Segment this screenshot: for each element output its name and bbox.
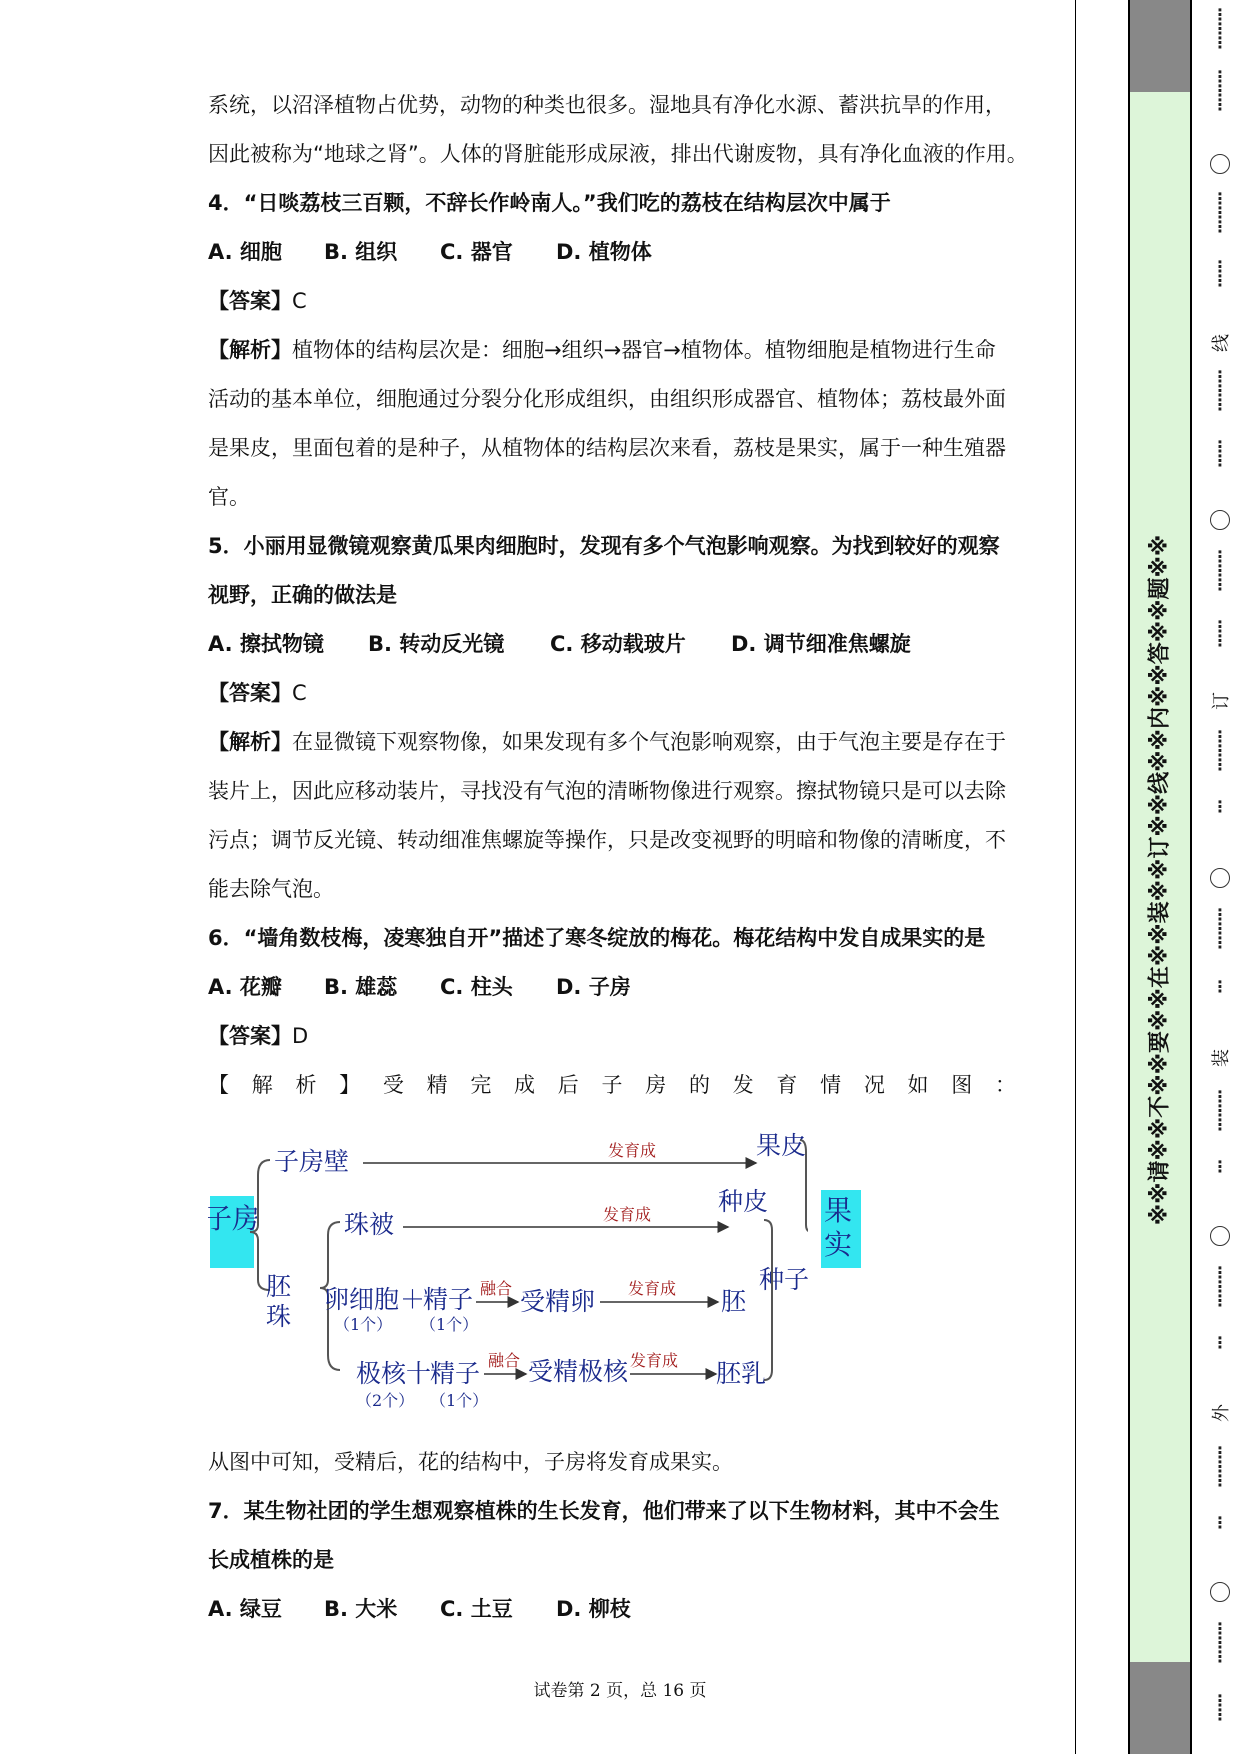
binding-line: [1075, 0, 1076, 1754]
question-6-options: [208, 972, 1050, 1002]
label-egg-count: （1个）: [334, 1315, 393, 1334]
label-bind: 订: [1211, 692, 1232, 710]
option-c: C. 器官: [440, 240, 513, 264]
analysis-4-line: 【解析】植物体的结构层次是：细胞→组织→器官→植物体。植物细胞是植物进行生命: [208, 338, 996, 362]
label-zygote: 受精卵: [520, 1287, 596, 1316]
binding-cap-bottom: [1130, 1662, 1190, 1754]
circle-mark: [1210, 868, 1230, 888]
circle-mark: [1210, 1226, 1230, 1246]
label-fuse-1: 融合: [480, 1279, 513, 1298]
option-d: D. 植物体: [556, 240, 652, 264]
option-a: A. 擦拭物镜: [208, 632, 324, 656]
option-a: A. 细胞: [208, 240, 282, 264]
analysis-4-line: 官。: [208, 485, 250, 509]
page-footer: 试卷第 2 页，总 16 页: [533, 1681, 707, 1701]
answer-5: 【答案】C: [208, 681, 307, 705]
question-7-options: [208, 1594, 1050, 1624]
label-egg-cell: 卵细胞: [324, 1285, 400, 1314]
label-line: 线: [1211, 334, 1232, 352]
label-fertilized-polar: 受精极核: [528, 1357, 629, 1386]
cut-line-column: ⋮ ⋮ ⋮ ⋮ ⋮ ⋮ ⋮ ⋮ ⋮ ⋮ ⋮ 线 ⋮ ⋮ ⋮ ⋮ ⋮ ⋮ ⋮ ⋮ ⋮ ⋮ 订 ⋮ ⋮ ⋮ ⋮ ⋮ ⋮ ⋮ ⋮ 装 ⋮ ⋮ ⋮ ⋮ ⋮ ⋮ ⋮ ⋮ 外 ⋮ ⋮ ⋮ ⋮ ⋮ ⋮ ⋮ ⋮ ⋮: [1205, 0, 1235, 1754]
binding-cap-top: [1130, 0, 1190, 92]
paragraph: 因此被称为“地球之肾”。人体的肾脏能形成尿液，排出代谢废物，具有净化血液的作用。: [208, 142, 1028, 166]
circle-mark: [1210, 154, 1230, 174]
analysis-4-line: 活动的基本单位，细胞通过分裂分化形成组织，由组织形成器官、植物体；荔枝最外面: [208, 387, 1006, 411]
option-b: B. 转动反光镜: [368, 632, 505, 656]
option-b: B. 大米: [324, 1597, 398, 1621]
label-fuse-2: 融合: [488, 1351, 521, 1370]
label-develop-1: 发育成: [608, 1141, 657, 1160]
question-4: 4．“日啖荔枝三百颗，不辞长作岭南人。”我们吃的荔枝在结构层次中属于: [208, 191, 891, 215]
brace-seed: [764, 1220, 772, 1380]
label-seed: 种子: [758, 1265, 808, 1294]
label-embryo: 胚: [721, 1287, 747, 1316]
question-6: 6．“墙角数枝梅，凌寒独自开”描述了寒冬绽放的梅花。梅花结构中发自成果实的是: [208, 926, 986, 950]
analysis-5-line: 装片上，因此应移动装片，寻找没有气泡的清晰物像进行观察。擦拭物镜只是可以去除: [208, 779, 1006, 803]
label-seed-coat: 种皮: [717, 1187, 769, 1216]
analysis-4-line: 是果皮，里面包着的是种子，从植物体的结构层次来看，荔枝是果实，属于一种生殖器: [208, 436, 1006, 460]
analysis-5-line: 污点；调节反光镜、转动细准焦螺旋等操作，只是改变视野的明暗和物像的清晰度，不: [208, 828, 1006, 852]
option-c: C. 土豆: [440, 1597, 513, 1621]
circle-mark: [1210, 1582, 1230, 1602]
label-plus-2: 十: [406, 1359, 432, 1388]
analysis-5-line: 能去除气泡。: [208, 877, 334, 901]
label-fruit: 果实: [824, 1194, 853, 1261]
document-body-lower: [208, 1447, 1050, 1643]
option-b: B. 组织: [324, 240, 398, 264]
label-pericarp: 果皮: [755, 1131, 807, 1160]
label-develop-3: 发育成: [628, 1279, 677, 1298]
option-c: C. 柱头: [440, 975, 513, 999]
label-sperm: 精子: [423, 1285, 474, 1314]
analysis-6-conclusion: 从图中可知，受精后，花的结构中，子房将发育成果实。: [208, 1450, 733, 1474]
analysis-6-intro: 【 解 析 】 受 精 完 成 后 子 房 的 发 育 情 况 如 图 ：: [208, 1073, 1016, 1097]
document-body: [208, 90, 1050, 1119]
question-5: 5．小丽用显微镜观察黄瓜果肉细胞时，发现有多个气泡影响观察。为找到较好的观察: [208, 534, 1000, 558]
label-ovule-vertical: 胚珠: [266, 1272, 292, 1331]
option-a: A. 绿豆: [208, 1597, 282, 1621]
question-5: 视野，正确的做法是: [208, 583, 397, 607]
label-develop-2: 发育成: [603, 1205, 652, 1224]
option-d: D. 柳枝: [556, 1597, 631, 1621]
analysis-5-line: 【解析】在显微镜下观察物像，如果发现有多个气泡影响观察，由于气泡主要是存在于: [208, 730, 1006, 754]
label-endosperm: 胚乳: [715, 1359, 767, 1388]
binding-warning: ※※请※※不※※要※※在※※装※※订※※线※※内※※答※※题※※: [1147, 534, 1173, 1226]
paragraph: 系统，以沼泽植物占优势，动物的种类也很多。湿地具有净化水源、蓄洪抗旱的作用，: [208, 93, 1006, 117]
question-7: 长成植株的是: [208, 1548, 334, 1572]
label-sperm-2: 精子: [430, 1359, 481, 1388]
label-plus: ＋: [400, 1285, 426, 1314]
label-pack: 装: [1211, 1049, 1232, 1067]
label-develop-4: 发育成: [630, 1351, 679, 1370]
label-ovary: 子房: [208, 1202, 261, 1235]
answer-6: 【答案】D: [208, 1024, 309, 1048]
option-a: A. 花瓣: [208, 975, 282, 999]
option-c: C. 移动载玻片: [550, 632, 686, 656]
question-5-options: [208, 629, 1050, 659]
label-sperm-count: （1个）: [420, 1315, 479, 1334]
label-polar-count: （2个）: [356, 1391, 415, 1410]
label-integument: 珠被: [344, 1210, 395, 1239]
question-4-options: [208, 237, 1050, 267]
label-outer: 外: [1211, 1404, 1232, 1422]
label-polar-nuclei: 极核: [356, 1359, 407, 1388]
label-sperm2-count: （1个）: [430, 1391, 489, 1410]
circle-mark: [1210, 510, 1230, 530]
question-7: 7．某生物社团的学生想观察植株的生长发育，他们带来了以下生物材料，其中不会生: [208, 1499, 1000, 1523]
option-d: D. 调节细准焦螺旋: [731, 632, 911, 656]
option-d: D. 子房: [556, 975, 631, 999]
label-ovary-wall: 子房壁: [274, 1147, 350, 1176]
option-b: B. 雄蕊: [324, 975, 398, 999]
answer-4: 【答案】C: [208, 289, 307, 313]
